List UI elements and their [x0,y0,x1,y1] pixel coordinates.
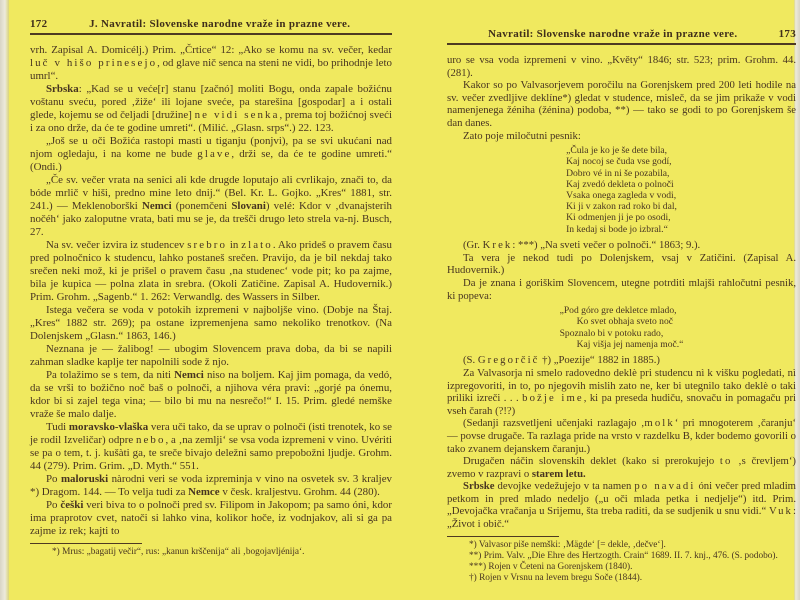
paragraph [447,367,796,417]
text-segment: Krek [482,239,513,252]
text-segment: Po [46,499,61,511]
paragraph [30,44,392,83]
text-segment: , drži se, da će te godine umreti.“ (Ondi.) [30,148,392,173]
text-segment: in [227,239,242,251]
paragraph [30,499,392,538]
text-segment: : ***) „Na sveti večer o polnoči.“ 1863; 9.). [512,239,701,252]
text-segment: Zato poje miločutni pesnik: [463,129,581,142]
paragraph [30,83,392,135]
text-segment: božje ime [522,392,584,405]
text-segment: óni večer pred mladim petkom in pred mlado nedeljo („u oči mlada petka i nedjelje“) itd. Prim. „Devojačka vračanja u Srijemu, šta treba raditi, da se sudjenik u snu vidi.“ [447,480,796,518]
page-body [447,54,796,531]
text-segment: Istega večera se voda v potokih izpremeni v najboljše vino. (Dobje na Štaj. „Kres“ 1882 str. 269); pa ostane izpremenjena samo nekoliko trenotkov. (Na Dolenjskem „Glasn.“ 1863, 146.) [30,304,392,342]
paragraph [447,130,796,143]
text-segment: Vuk [768,505,794,518]
text-segment: moravsko-vlaška [68,421,149,433]
text-segment: nebo [135,434,166,446]
poem-line: Ko svet obhaja sveto noč [576,316,674,328]
footnote: **) Prim. Valv. „Die Ehre des Hertzogth. Crain“ 1689. II. 7. knj., 476. (S. podobo). [469,550,778,561]
text-segment: Po [46,473,61,485]
text-segment: (ponemčeni [171,200,232,212]
text-segment: ‘ pri mnogoterem ‚čaranju‘ — povse drugače. Ta razlaga pride na vrsto v razdelku B, kder bodemo govorili o tako zvanem dejanskem čaranju.) [447,417,796,455]
poem-line: Ki odmenjen ji je po osodi, [566,212,671,224]
page-header [447,28,796,40]
text-segment: to [719,455,733,468]
poem-line: Vsaka onega zagleda v vodi, [566,189,677,201]
text-segment: maloruski [60,473,109,485]
text-segment: Na sv. večer izvira iz studencev [46,239,188,251]
paragraph [30,421,392,473]
text-segment: ‚s črevljem‘) zvemo v razpravi o [447,455,796,480]
text-segment: veri biva to o polnoči pred sv. Filipom in Jakopom; pa samo óni, kdor ima praprotov cvet, natoči si lahko vina, kolikor hoče, iz vodnjakov, ali si ga pa zajme iz rek; kajti to [30,499,392,537]
text-segment: vrh. Zapisal A. Domicélj.) Prim. „Črtice“ 12: „Ako se komu na sv. večer, kedar [30,44,392,56]
footnote: ***) Rojen v Četeni na Gorenjskem (1840). [469,562,633,573]
text-segment: Srbska [46,83,79,95]
text-segment: glave [197,148,232,160]
text-segment: Srbske [463,480,495,493]
text-segment: . Ako prideš o pravem času pred polnočnico k studencu, lahko postaneš srečen. Pravijo, da je bil nekdaj tako srečen neki mož, ki je prišel o pravem času ‚na studenec‘ vode pit; ko pa zajme, bila je kupica — polna zlata in srebra. (Okoli Zatičine. Zapisal A. Hudovernik.) Prim. Grohm. „Sagenb.“ 1. 262: Verwandlg. des Wassers in Silber. [30,239,392,303]
poem-line: Dobro vé in ni še pozabila, [566,167,670,179]
page-header [30,18,392,30]
text-segment: Pa tolažimo se s tem, da niti [46,369,175,381]
text-segment: Gregorčič [477,354,540,367]
poem-line: „Čula je ko je še dete bila, [566,145,668,157]
poem-line: Kaj nocoj se čuda vse godí, [566,156,672,168]
text-segment: ) velé: Kdor v ‚dvanajsterih nočéh‘ jako zaloputne vrata, bati mu se je, da trešči drugo leto strela va-nj. Busch, 27. [30,200,392,238]
text-segment: srebro [187,239,228,251]
footnote-rule [447,536,559,537]
text-segment: Nemci [174,369,204,381]
text-segment: devojke vedežujejo v ta namen [494,480,635,493]
text-segment: „Če sv. večer vrata na senici ali kde drugde loputajo ali cvrlikajo, znači to, da bóde mrlič v hiši, predno mine leto dnij.“ (Bel. Kr. L. Gojko. „Kres“ 1881, str. 241.) — Meklenoborški [30,174,392,212]
text-segment: Tudi [46,421,69,433]
poem-line: „Pod góro gre dekletce mlado, [559,305,677,317]
paragraph [30,304,392,343]
paragraph [447,455,796,480]
text-segment: (Gr. [463,239,483,252]
poem-line: In kedaj si bode jo izbral.“ [566,223,668,235]
running-title: J. Navratil: Slovenske narodne vraže in prazne vere. [89,18,351,30]
paragraph [30,473,392,499]
text-segment: češki [60,499,84,511]
text-segment: †) „Poezije“ 1882 in 1885.) [539,354,660,367]
page-number: 173 [778,28,796,40]
text-segment: , a ‚na zemlji‘ se vsa voda izpremeni v vino. Uvériti se pa o tem, t. j. kušàti ga, te sreče bivajo deležni samo prepobožni ljudje. Grohm. 44 (279). Prim. Grim. „D. Myth.“ 551. [30,434,392,472]
text-segment: Neznana je — žalibog! — ubogim Slovencem prava doba, da bi se napili zahman sladke kaplje ter napolnili sode ž njo. [30,343,392,368]
text-segment: Da je znana i goriškim Slovencem, utegne potrditi mlajši rahločutni pesnik, ki popeva: [447,276,796,302]
footnotes-section [30,543,392,558]
paragraph [447,354,796,367]
footnote-rule [30,543,142,544]
paragraph [447,480,796,530]
paragraph [447,277,796,302]
paragraph [447,417,796,455]
text-segment: Nemce [188,486,220,498]
text-segment: , prema toj božićnoj sveći i za ono drže, da će te godine umreti“. (Milić. „Glasn. srps“.) 22. 123. [30,109,393,134]
paragraph [30,343,392,369]
text-segment: „Još se u oči Božića rastopi masti u tiganju (ponjvi), pa se svi ukućani nad njom ogledaju, i na kome ne bude [30,135,392,160]
poem-line: Ki ji v zakon rad roko bi dal, [566,201,677,213]
footnote-list [447,540,796,585]
text-segment: nàrodni veri se voda izpreminja v vino na osvetek sv. 3 kraljev *) Dragom. 144. — To velja tudi za [30,473,392,498]
page-number: 172 [30,18,48,30]
page-body [30,44,392,538]
poem-line: Spoznalo bi v potoku rado, [559,327,664,339]
text-segment: Za Valvasorja ni smelo radovedno deklè pri studencu nì k višku pogledati, nì izpregovoriti, in to, po njegovih mislih zato ne, ker bi utegnilo tako deklè o taki priliki izreči . . . [447,366,796,405]
paragraph [447,79,796,129]
paragraph [30,239,392,304]
text-segment: : „Kad se u veće[r] stanu [začnó] moliti Bogu, onda zapale božićnu voštanu sveću, pored ‚žiže‘ ili lojane sveće, pa starešina [gospodar] a i ostali glede, kojemu se od čeljadi [družine] [30,83,392,121]
paragraph [30,174,392,239]
text-segment: (S. [463,354,478,367]
text-segment: ne vidi senka [194,109,280,121]
footnote-list [30,547,392,558]
text-segment: vera uči tako, da se uprav o polnoči (isti trenotek, ko se je rodil Izveličar) odpre [30,421,392,446]
page-left [30,18,392,558]
poem-body [560,305,684,350]
text-segment: luč v hišo prinesejo [30,57,158,69]
poem-line: Kaj zvedó dekleta o polnoči [566,178,674,190]
text-segment: po navadi [634,480,696,493]
footnote: †) Rojen v Vrsnu na levem bregu Soče (1844). [469,573,643,584]
text-segment: Nemci [142,200,172,212]
page-right [447,28,796,584]
paragraph [447,252,796,277]
text-segment: Kakor so po Valvasorjevem poročilu na Gorenjskem pred 200 leti hodile na sv. večer zvedljive deklíne*) gledat v studence, misleč, da se jim prikaže v vodi namenjenega žéniha (žénina) podoba, **) — tako se godi to po Gorenjskem še dan danes. [447,79,796,129]
footnotes-section [447,536,796,585]
text-segment: Slovani [231,200,266,212]
text-segment: , od glave nič senca na steni ne vidi, bo prihodnje leto umrl“. [30,57,392,82]
text-segment: uro se vsa voda izpremeni v vino. „Květy“ 1846; str. 523; prim. Grohm. 44. (281). [447,54,796,79]
text-segment: niso na boljem. Kaj jim pomaga, da vedó, da se vrši to božično noč baš o polnoči, a njihova véra pravi: „gorjé pa ónemu, kdor bi si zajel tega vina; — bilo bi mu na nesrečo!“ I. 15. Prim. gledé nemške vraže še malo dalje. [30,369,392,420]
text-segment: starem letu. [531,467,586,480]
text-segment: Ta vera je nekod tudi po Dolenjskem, vsaj v Zatičini. (Zapisal A. Hudovernik.) [447,251,796,277]
text-segment: : „Život i obič.“ [447,505,796,531]
poem-body [566,145,677,235]
running-title: Navratil: Slovenske narodne vraže in prazne vere. [488,28,738,40]
footnote: *) Valvasor piše nemški: ‚Mägde‘ [= dekle, ‚dečve‘]. [469,539,666,550]
poem-line: Kaj višja jej namenja moč.“ [576,338,684,350]
footnote: *) Mrus: „bagatij večir“, rus: „kanun krščenija“ ali ‚bogojavljénija‘. [52,547,305,557]
paragraph [447,239,796,252]
poem [447,305,796,350]
text-segment: zlato [241,239,273,251]
text-segment: v česk. kraljestvu. Grohm. 44 (280). [219,486,380,498]
header-rule [447,43,796,45]
header-rule [30,33,392,35]
poem [447,145,796,235]
paragraph [447,54,796,79]
paragraph [30,369,392,421]
scan-edge-left [0,0,9,600]
text-segment: Drugačen náčin slovenskih deklet (kako si prerokujejo [463,455,720,468]
text-segment: molk [644,417,675,430]
text-segment: , ki pa preseda hudiču, snovaču in pomagaču pri vseh čarah (?!?) [447,392,796,417]
text-segment: (Sedanji razsvetljeni učenjaki razlagajo ‚ [463,417,645,430]
paragraph [30,135,392,174]
